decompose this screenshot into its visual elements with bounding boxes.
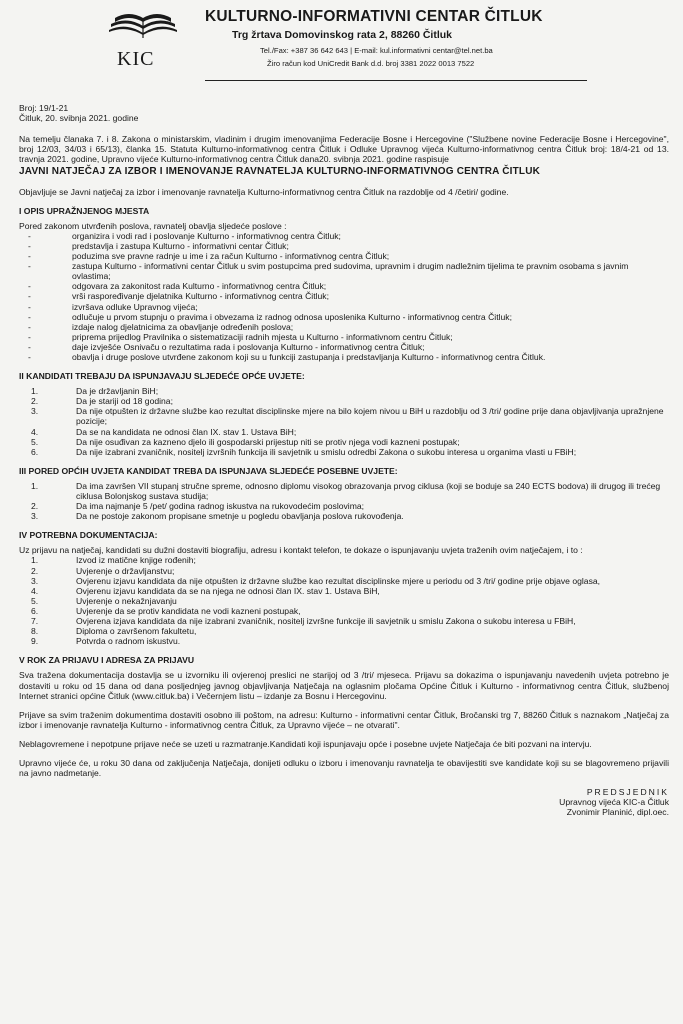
- list-item-text: Izvod iz matične knjige rođenih;: [76, 555, 196, 566]
- list-item-number: 2.: [31, 396, 39, 407]
- documentation-list: [19, 555, 669, 646]
- list-item: - izvršava odluke Upravnog vijeća;: [19, 302, 669, 312]
- document-body: [19, 103, 669, 817]
- list-item: [19, 481, 669, 501]
- section-2-title: II KANDIDATI TREBAJU DA ISPUNJAVAJU SLJEDEĆE OPĆE UVJETE:: [19, 371, 305, 382]
- list-item-number: 2.: [31, 501, 39, 512]
- reference-block: [19, 103, 669, 123]
- submission-paragraph: Prijave sa svim traženim dokumentima dostaviti osobno ili poštom, na adresu: Kulturno - informativni centar Čitluk, Bročanski trg 7, 88260 Čitluk s naznakom „Natječaj za izbor i imenovanje ravnatelja Kulturno - informativnog centra Čitluk, za Upravno vijeće – ne otvarati".: [19, 709, 669, 730]
- list-item: - odlučuje u prvom stupnju o pravima i obvezama iz radnog odnosa uposlenika Kulturno - informativnog centra Čitluk;: [19, 312, 669, 322]
- list-item: [19, 566, 669, 576]
- book-icon: [107, 8, 179, 48]
- list-item-text: Da je državljanin BiH;: [76, 386, 159, 397]
- signature-body: Upravnog vijeća KIC-a Čitluk: [559, 797, 669, 808]
- list-item: [19, 511, 669, 521]
- list-item: - obavlja i druge poslove utvrđene zakonom koji su u funkciji zastupanja i predstavljanja Kulturno - informativnog centra Čitluk.: [19, 352, 669, 362]
- list-item-number: 9.: [31, 636, 39, 647]
- list-item: - zastupa Kulturno - informativni centar Čitluk u svim postupcima pred sudovima, upravnim i drugim nadležnim tijelima te pravnim osobama s javnim ovlastima;: [19, 261, 669, 281]
- header-divider: [205, 80, 587, 81]
- list-item-text: Da nije izabrani zvaničnik, nositelj izvršnih funkcija ili savjetnik u smislu odredbi Zakona o sukobu interesa u organima vlasti u FBiH;: [76, 446, 577, 457]
- list-item: [19, 636, 669, 646]
- list-item-text: Potvrda o radnom iskustvu.: [76, 636, 181, 647]
- org-title: KULTURNO-INFORMATIVNI CENTAR ČITLUK: [205, 8, 543, 25]
- main-heading: JAVNI NATJEČAJ ZA IZBOR I IMENOVANJE RAVNATELJA KULTURNO-INFORMATIVNOG CENTRA ČITLUK: [19, 166, 541, 178]
- list-item-text: Da ima završen VII stupanj stručne spreme, odnosno diplomu visokog obrazovanja prvog ciklusa (koji se boduje sa 240 ECTS bodova) ili drugog ili trećeg ciklusa Bolonjskog sustava studija;: [76, 480, 661, 501]
- special-conditions-list: [19, 481, 669, 521]
- list-item-text: Ovjerena izjava kandidata da nije izabrani zvaničnik, nositelj izvršne funkcije ili savjetnik u smislu Zakona o sukobu interesa u FBiH,: [76, 616, 576, 627]
- section-1-title: I OPIS UPRAŽNJENOG MJESTA: [19, 205, 150, 216]
- list-item: [19, 596, 669, 606]
- list-item: [19, 576, 669, 586]
- late-applications-paragraph: Neblagovremene i nepotpune prijave neće se uzeti u razmatranje.Kandidati koji ispunjavaju opće i posebne uvjete Natječaja će biti pozvani na intervju.: [19, 738, 592, 749]
- list-item-number: 5.: [31, 436, 39, 447]
- decision-paragraph: Upravno vijeće će, u roku 30 dana od zaključenja Natječaja, donijeti odluku o izboru i imenovanju ravnatelja te obavijestiti sve kandidate koji su se blagovremeno prijavili na javno nadmetanje.: [19, 757, 669, 779]
- list-item-text: Ovjerenu izjavu kandidata da se na njega ne odnosi član IX. stav 1. Ustava BiH,: [76, 585, 380, 596]
- announce-paragraph: Objavljuje se Javni natječaj za izbor i imenovanje ravnatelja Kulturno-informativnog centra Čitluk na razdoblje od 4 /četiri/ godine.: [19, 186, 509, 197]
- list-item-number: 5.: [31, 595, 39, 606]
- list-item-number: 6.: [31, 446, 39, 457]
- deadline-paragraph: Sva tražena dokumentacija dostavlja se u izvorniku ili ovjerenoj preslici ne starijoj od 3 /tri/ mjeseca. Prijavu sa dokazima o ispunjavanju navedenih uvjeta potrebno je dostaviti u roku od 15 dana od dana posljednjeg javnog objavljivanja Natječaja na oglasnim pločama Općine Čitluk i Kulturno - informativnog centra Čitluk, službenoj Internet stranici općine Čitluk (www.citluk.ba) i Večernjem listu – izdanje za Bosnu i Hercegovinu.: [19, 670, 669, 701]
- list-item-text: Uvjerenje da se protiv kandidata ne vodi kazneni postupak,: [76, 605, 301, 616]
- list-item-number: 3.: [31, 511, 39, 522]
- reference-number: Broj: 19/1-21: [19, 103, 69, 113]
- list-item-number: 1.: [31, 480, 39, 491]
- list-item: - izdaje nalog djelatnicima za obavljanje određenih poslova;: [19, 322, 669, 332]
- list-item-text: Da nije otpušten iz državne službe kao rezultat disciplinske mjere na bilo kojem nivou u BiH u razdoblju od 3 /tri/ godine prije dana objavljivanja upražnjene pozicije;: [76, 406, 664, 427]
- list-item-number: 3.: [31, 575, 39, 586]
- list-item: [19, 386, 669, 396]
- list-item-number: 8.: [31, 626, 39, 637]
- list-item: - daje izvješće Osnivaču o rezultatima rada i poslovanja Kulturno - informativnog centra Čitluk;: [19, 342, 669, 352]
- list-item: [19, 586, 669, 596]
- section-1-lead: Pored zakonom utvrđenih poslova, ravnatelj obavlja sljedeće poslove :: [19, 220, 287, 231]
- list-item-number: 7.: [31, 616, 39, 627]
- logo-text: KIC: [117, 48, 155, 70]
- section-4-lead: Uz prijavu na natječaj, kandidati su dužni dostaviti biografiju, adresu i kontakt telefon, te dokaze o ispunjavanju uvjeta traženih ovim natječajem, i to :: [19, 545, 583, 556]
- list-item: - priprema prijedlog Pravilnika o sistematizaciji radnih mjesta u Kulturno - informativnom centru Čitluk;: [19, 332, 669, 342]
- list-item-text: Ovjerenu izjavu kandidata da nije otpušten iz državne službe kao rezultat disciplinske mjere u periodu od 3 /tri/ godine prije objave oglasa,: [76, 575, 601, 586]
- list-item: [19, 396, 669, 406]
- signature-block: [19, 787, 669, 817]
- org-bank-account: Žiro račun kod UniCredit Bank d.d. broj 3381 2022 0013 7522: [267, 59, 475, 68]
- section-5-title: V ROK ZA PRIJAVU I ADRESA ZA PRIJAVU: [19, 655, 195, 666]
- intro-paragraph: Na temelju članaka 7. i 8. Zakona o ministarskim, vladinim i drugim imenovanjima Federacije Bosne i Hercegovine ("Službene novine Federacije Bosne i Hercegovine", broj 12/03, 34/03 i 65/13), članka 15. Statuta Kulturno-informativnog centra Čitluk i Odluke Upravnog vijeća Kulturno-informativnog centra Čitluk broj: 18/4-21 od 13. travnja 2021. godine, Upravno vijeće Kulturno-informativnog centra Čitluk dana20. svibnja 2021. godine raspisuje: [19, 134, 669, 165]
- list-item: - odgovara za zakonitost rada Kulturno - informativnog centra Čitluk;: [19, 281, 669, 291]
- section-3-title: III PORED OPĆIH UVJETA KANDIDAT TREBA DA ISPUNJAVA SLJEDEĆE POSEBNE UVJETE:: [19, 465, 398, 476]
- list-item-text: Diploma o završenom fakultetu,: [76, 626, 197, 637]
- org-contact: Tel./Fax: +387 36 642 643 | E-mail: kul.informativni centar@tel.net.ba: [260, 46, 493, 55]
- signature-name: Zvonimir Planinić, dipl.oec.: [566, 807, 669, 818]
- kic-logo: [107, 8, 179, 70]
- list-item-number: 1.: [31, 555, 39, 566]
- signature-title: PREDSJEDNIK: [586, 787, 669, 798]
- list-item: [19, 437, 669, 447]
- list-item-text: Da ne postoje zakonom propisane smetnje u pogledu obavljanja poslova rukovođenja.: [76, 511, 404, 522]
- list-item-number: 2.: [31, 565, 39, 576]
- list-item: [19, 555, 669, 565]
- list-item: [19, 616, 669, 626]
- list-item-number: 1.: [31, 386, 39, 397]
- list-item-text: Da ima najmanje 5 /pet/ godina radnog iskustva na rukovodećim poslovima;: [76, 501, 365, 512]
- list-item: - vrši raspoređivanje djelatnika Kulturno - informativnog centra Čitluk;: [19, 291, 669, 301]
- list-item-text: Da nije osuđivan za kazneno djelo ili gospodarski prijestup niti se protiv njega vodi kazneni postupak;: [76, 436, 460, 447]
- list-item: [19, 406, 669, 426]
- list-item: [19, 501, 669, 511]
- list-item-text: Da je stariji od 18 godina;: [76, 396, 173, 407]
- list-item: - poduzima sve pravne radnje u ime i za račun Kulturno - informativnog centra Čitluk;: [19, 251, 669, 261]
- list-item-number: 6.: [31, 605, 39, 616]
- list-item: - organizira i vodi rad i poslovanje Kulturno - informativnog centra Čitluk;: [19, 231, 669, 241]
- list-item: - predstavlja i zastupa Kulturno - informativni centar Čitluk;: [19, 241, 669, 251]
- list-item-number: 4.: [31, 585, 39, 596]
- list-item: [19, 447, 669, 457]
- section-4-title: IV POTREBNA DOKUMENTACIJA:: [19, 530, 158, 541]
- list-item-text: Uvjerenje o nekažnjavanju: [76, 595, 177, 606]
- list-item-text: Da se na kandidata ne odnosi član IX. stav 1. Ustava BiH;: [76, 426, 297, 437]
- general-conditions-list: [19, 386, 669, 457]
- list-item-number: 3.: [31, 406, 39, 417]
- list-item-number: 4.: [31, 426, 39, 437]
- duties-list: [19, 231, 669, 362]
- place-date: Čitluk, 20. svibnja 2021. godine: [19, 113, 139, 124]
- list-item: [19, 626, 669, 636]
- list-item: [19, 606, 669, 616]
- list-item-text: Uvjerenje o državljanstvu;: [76, 565, 175, 576]
- org-address: Trg žrtava Domovinskog rata 2, 88260 Čitluk: [232, 29, 452, 41]
- list-item: [19, 427, 669, 437]
